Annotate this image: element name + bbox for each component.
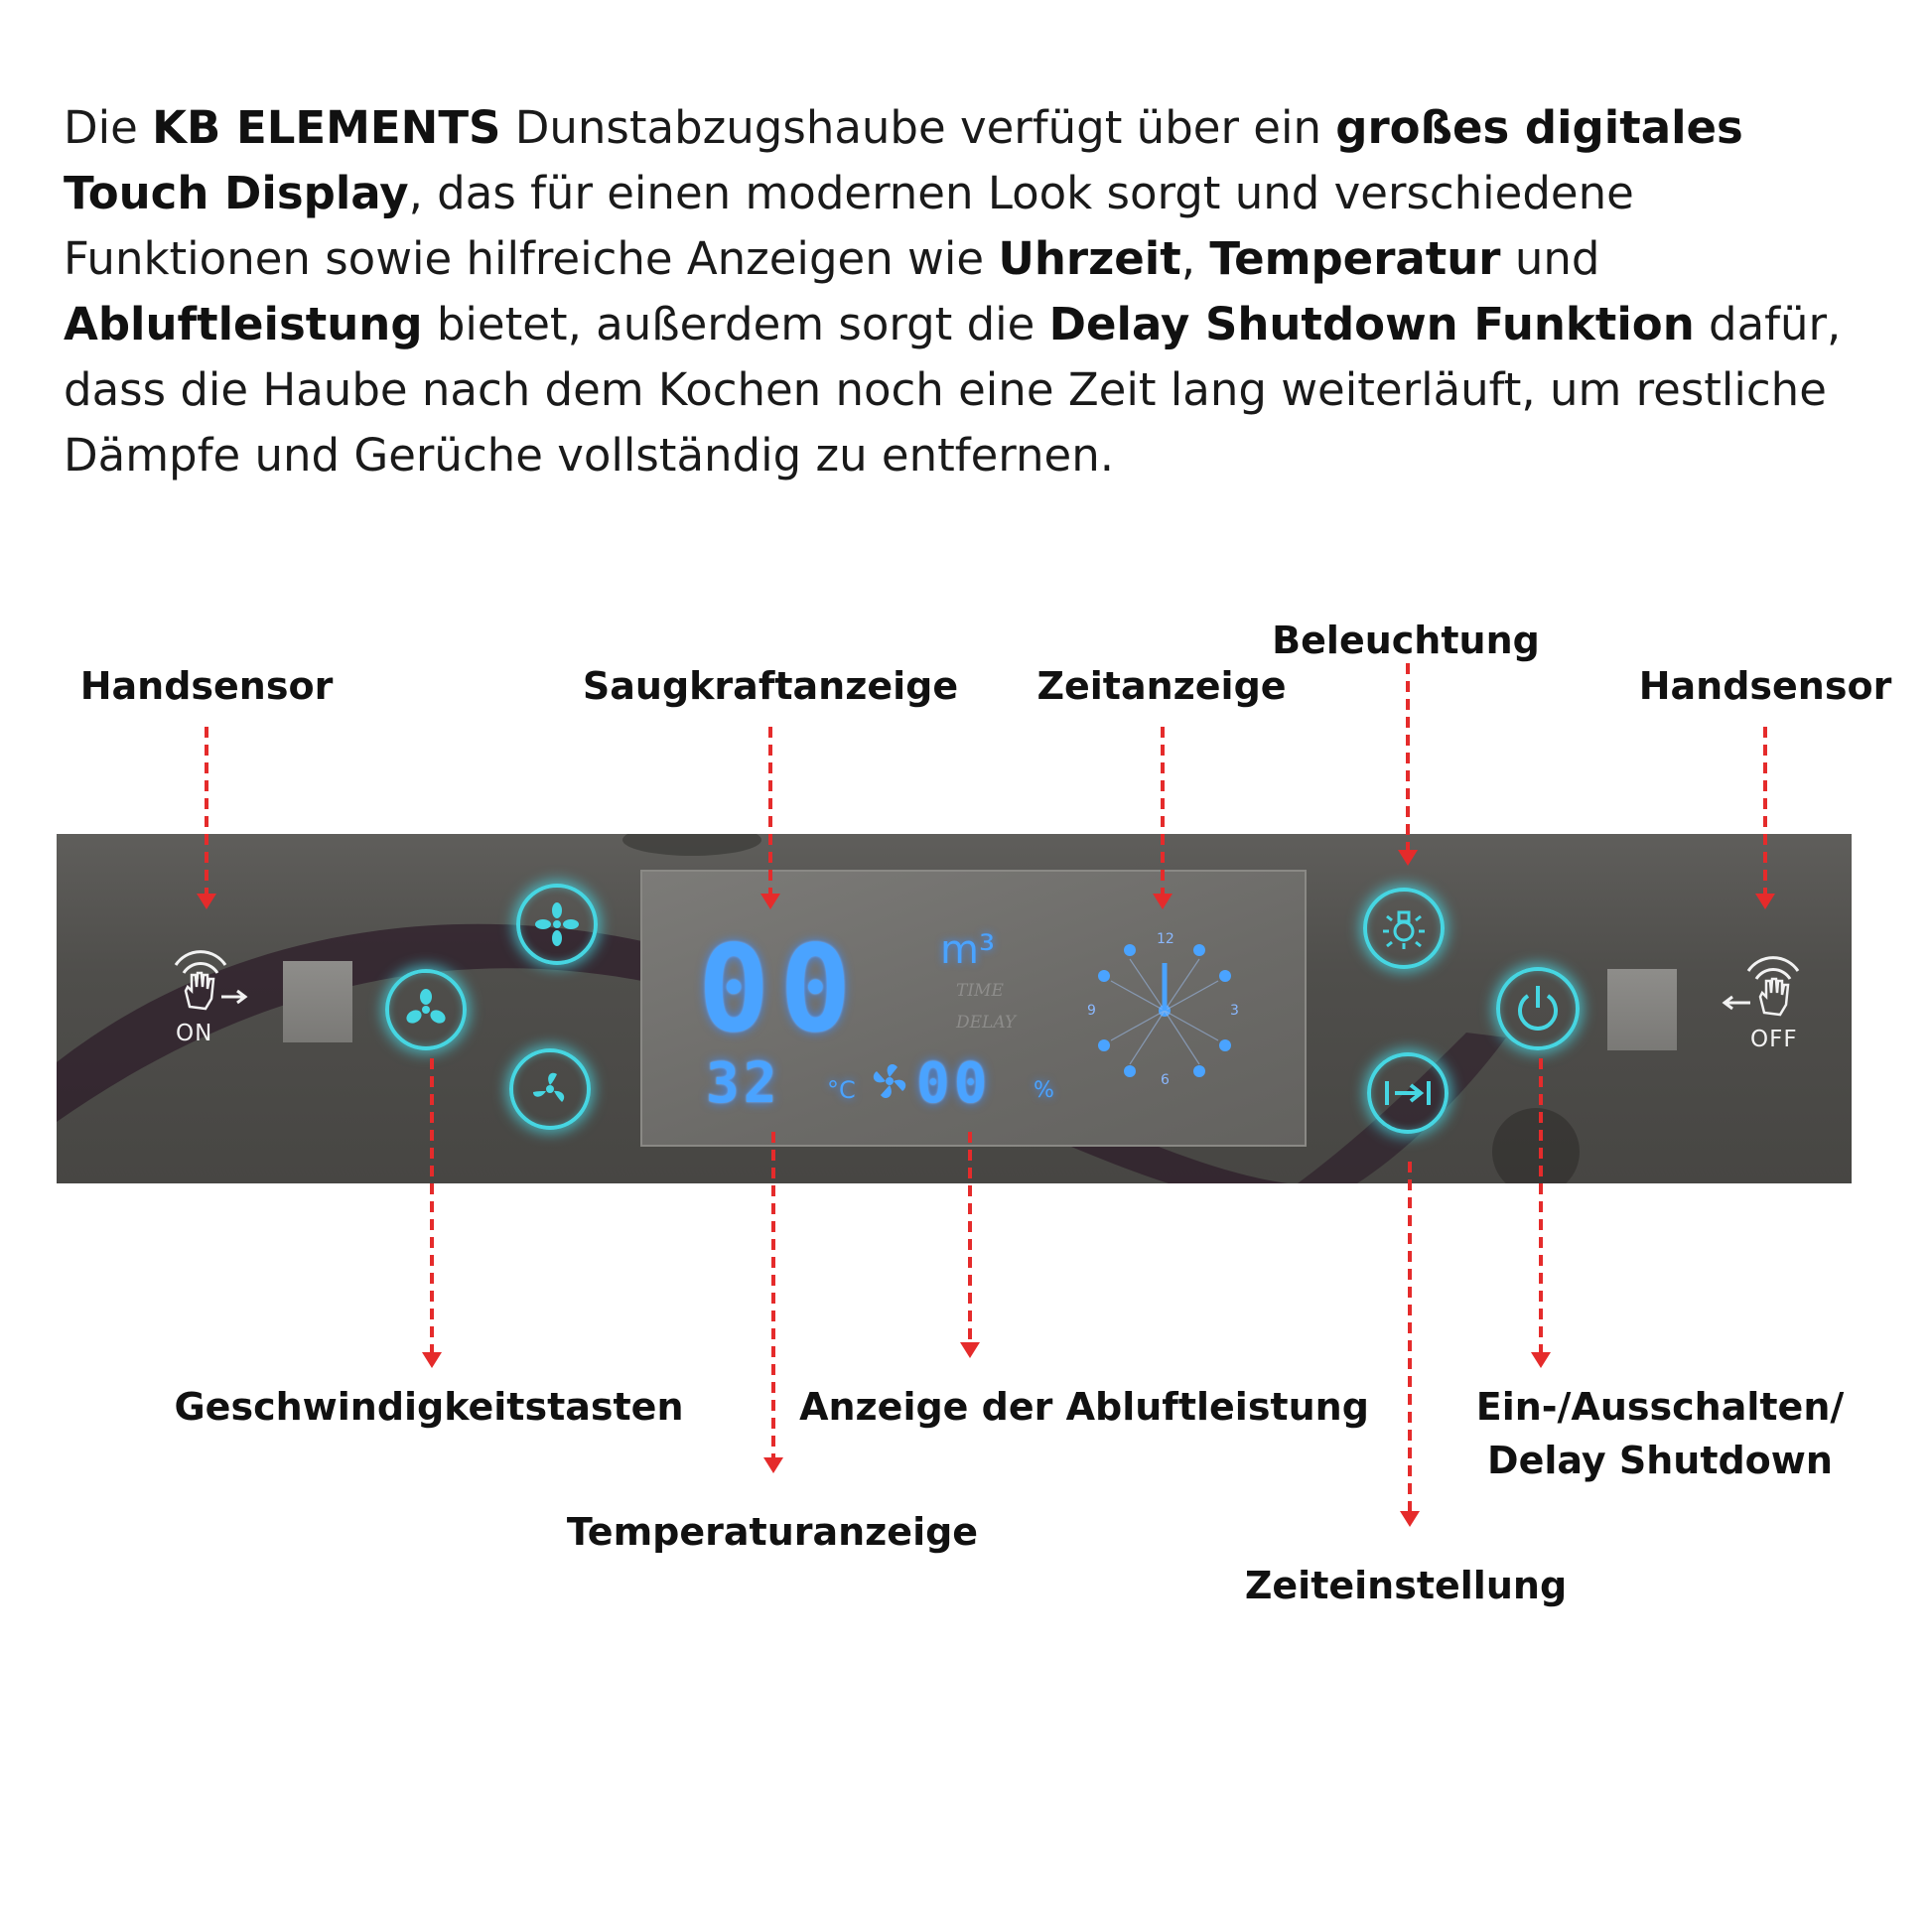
- clock-number-3: 3: [1230, 1003, 1239, 1019]
- clock-number-9: 9: [1087, 1003, 1096, 1019]
- intro-bold-abluft: Abluftleistung: [64, 298, 423, 350]
- arrow-head-zeit: [1153, 894, 1173, 909]
- intro-bold-display: großes digitales Touch Display: [64, 101, 1743, 219]
- intro-text-5: und: [1500, 232, 1600, 285]
- label-ein-ausschalten-line1: Ein-/Ausschalten/: [1475, 1385, 1845, 1429]
- intro-text-7: dafür, dass die Haube nach dem Kochen noch eine Zeit lang weiterläuft, um restliche Dämpfe und Gerüche vollständig zu entfernen.: [64, 298, 1842, 482]
- label-handsensor-left: Handsensor: [79, 664, 334, 708]
- label-ein-ausschalten-line2: Delay Shutdown: [1487, 1439, 1833, 1482]
- airflow-unit: %: [1034, 1078, 1054, 1103]
- intro-bold-brand: KB ELEMENTS: [152, 101, 501, 154]
- off-text: OFF: [1750, 1027, 1798, 1052]
- arrow-head-handsensor-right: [1755, 894, 1775, 909]
- label-zeiteinstellung: Zeiteinstellung: [1244, 1564, 1568, 1607]
- arrow-head-zeiteinstellung: [1400, 1511, 1420, 1527]
- label-handsensor-right: Handsensor: [1638, 664, 1892, 708]
- label-geschwindigkeitstasten: Geschwindigkeitstasten: [174, 1385, 684, 1429]
- arrow-head-ein-aus: [1531, 1352, 1551, 1368]
- label-abluftleistung: Anzeige der Abluftleistung: [799, 1385, 1369, 1429]
- intro-text-2: Dunstabzugshaube verfügt über ein: [500, 101, 1336, 154]
- arrow-head-beleuchtung: [1398, 850, 1418, 866]
- arrow-head-temperatur: [763, 1457, 783, 1473]
- intro-text-1: Die: [64, 101, 153, 154]
- intro-text-3: , das für einen modernen Look sorgt und verschiedene Funktionen sowie hilfreiche Anzeigen wie: [64, 167, 1634, 285]
- volume-digits: 00: [698, 921, 862, 1059]
- intro-bold-delay: Delay Shutdown Funktion: [1048, 298, 1695, 350]
- label-beleuchtung: Beleuchtung: [1272, 619, 1540, 662]
- arrow-head-abluft: [960, 1342, 980, 1358]
- temperature-digits: 32: [706, 1051, 781, 1116]
- clock-number-12: 12: [1157, 931, 1174, 947]
- volume-unit: m³: [940, 927, 995, 973]
- arrow-head-handsensor-left: [197, 894, 216, 909]
- delay-mark: DELAY: [956, 1013, 1017, 1033]
- clock-number-6: 6: [1161, 1072, 1170, 1088]
- intro-bold-temperatur: Temperatur: [1209, 232, 1501, 285]
- arrow-head-saugkraft: [760, 894, 780, 909]
- label-zeitanzeige: Zeitanzeige: [1036, 664, 1287, 708]
- label-saugkraftanzeige: Saugkraftanzeige: [582, 664, 959, 708]
- arrow-head-geschwindigkeit: [422, 1352, 442, 1368]
- temperature-unit: °C: [827, 1076, 856, 1104]
- airflow-digits: 00: [916, 1051, 992, 1116]
- time-mark: TIME: [956, 981, 1004, 1001]
- intro-bold-uhrzeit: Uhrzeit: [998, 232, 1181, 285]
- label-temperaturanzeige: Temperaturanzeige: [566, 1510, 979, 1554]
- intro-text-6: bietet, außerdem sorgt die: [422, 298, 1049, 350]
- intro-text-4: ,: [1180, 232, 1210, 285]
- on-text: ON: [176, 1021, 213, 1046]
